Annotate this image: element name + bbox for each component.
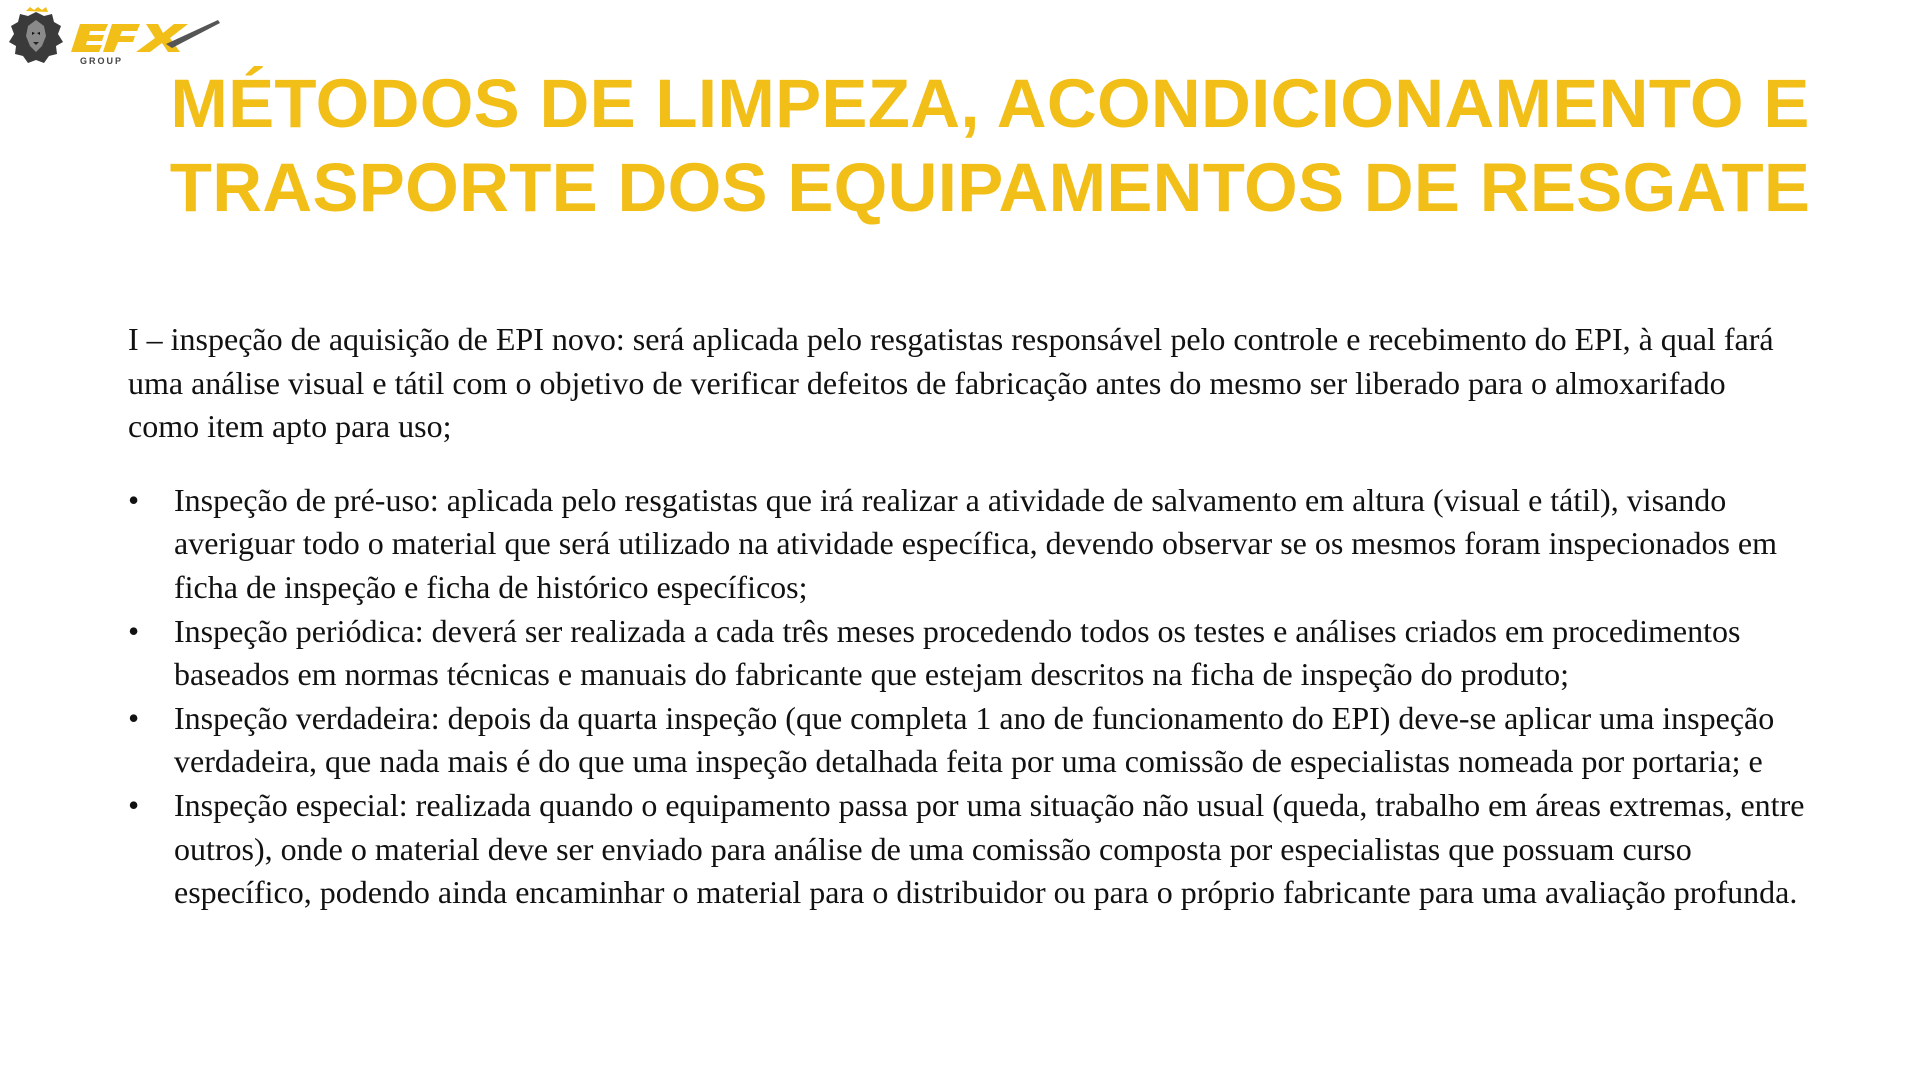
inspection-list <box>128 479 1828 915</box>
intro-paragraph: I – inspeção de aquisição de EPI novo: será aplicada pelo resgatistas responsável pelo controle e recebimento do EPI, à qual fará uma análise visual e tátil com o objetivo de verificar defeitos de fabricação antes do mesmo ser liberado para o almoxarifado como item apto para uso; <box>128 321 1774 445</box>
list-item-text: Inspeção especial: realizada quando o equipamento passa por uma situação não usual (queda, trabalho em áreas extremas, entre outros), onde o material deve ser enviado para análise de uma comissão composta por especialistas que possuam curso específico, podendo ainda encaminhar o material para o distribuidor ou para o próprio fabricante para uma avaliação profunda. <box>174 786 1805 911</box>
list-item-text: Inspeção periódica: deverá ser realizada a cada três meses procedendo todos os testes e análises criados em procedimentos baseados em normas técnicas e manuais do fabricante que estejam descritos na ficha de inspeção do produto; <box>174 612 1741 693</box>
bullet-icon: • <box>128 699 140 736</box>
slide-body <box>128 318 1828 915</box>
bullet-icon: • <box>128 612 140 649</box>
list-item-text: Inspeção de pré-uso: aplicada pelo resgatistas que irá realizar a atividade de salvamento em altura (visual e tátil), visando averiguar todo o material que será utilizado na atividade específica, devendo observar se os mesmos foram inspecionados em ficha de inspeção e ficha de histórico específicos; <box>174 481 1777 605</box>
list-item <box>128 697 1828 784</box>
lion-icon <box>9 7 63 63</box>
title-line-2: TRASPORTE DOS EQUIPAMENTOS DE RESGATE <box>169 149 1811 226</box>
list-item <box>128 610 1828 697</box>
title-line-1: MÉTODOS DE LIMPEZA, ACONDICIONAMENTO E <box>170 65 1810 142</box>
efx-group-logo <box>6 6 221 68</box>
logo-subtext: GROUP <box>80 56 124 66</box>
bullet-icon: • <box>128 786 140 823</box>
list-item-text: Inspeção verdadeira: depois da quarta inspeção (que completa 1 ano de funcionamento do EPI) deve-se aplicar uma inspeção verdadeira, que nada mais é do que uma inspeção detalhada feita por uma comissão de especialistas nomeada por portaria; e <box>174 699 1775 780</box>
list-item <box>128 479 1828 610</box>
list-item <box>128 784 1828 915</box>
efx-wordmark <box>71 20 220 52</box>
slide-title <box>140 62 1840 230</box>
bullet-icon: • <box>128 481 140 518</box>
